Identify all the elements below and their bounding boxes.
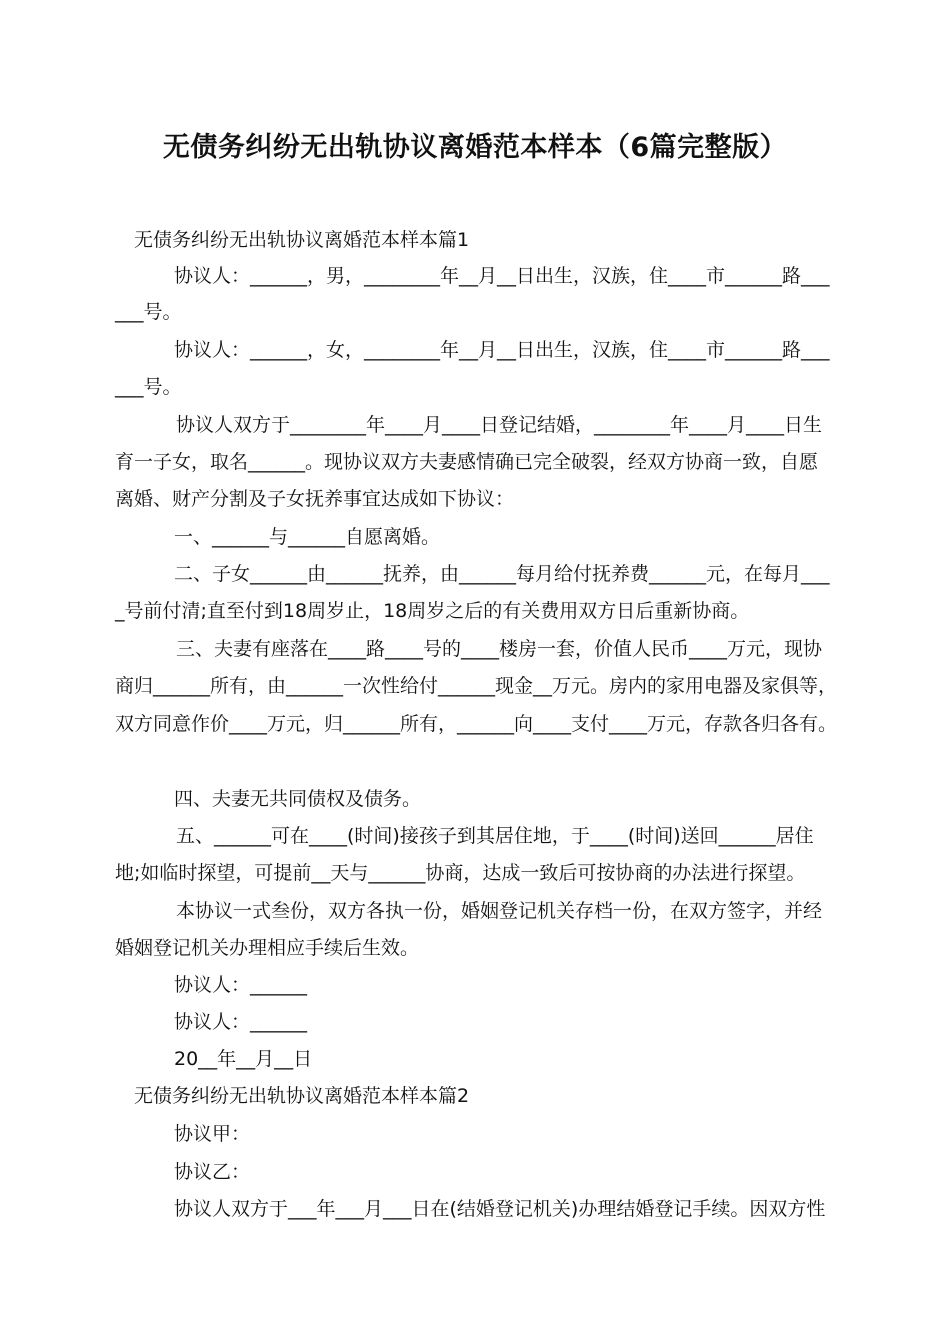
paragraph-line: 婚姻登记机关办理相应手续后生效。	[115, 937, 420, 959]
section-2-heading: 无债务纠纷无出轨协议离婚范本样本篇2	[134, 1085, 470, 1107]
paragraph-line: 协议人双方于___年___月___日在(结婚登记机关)办理结婚登记手续。因双方性	[174, 1198, 826, 1220]
paragraph-line: 地;如临时探望，可提前__天与______协商，达成一致后可按协商的办法进行探望。	[115, 862, 806, 884]
paragraph-line: 协议人：______，男，________年__月__日出生，汉族，住____市______路___	[174, 265, 830, 287]
paragraph-line: _号前付清;直至付到18周岁止，18周岁之后的有关费用双方日后重新协商。	[115, 600, 750, 622]
paragraph-line: ___号。	[115, 301, 182, 323]
date-line: 20__年__月__日	[174, 1048, 313, 1070]
paragraph-line: 商归______所有，由______一次性给付______现金__万元。房内的家用电器及家俱等，	[115, 675, 838, 697]
section-1-heading: 无债务纠纷无出轨协议离婚范本样本篇1	[134, 229, 470, 251]
paragraph-line: 五、______可在____(时间)接孩子到其居住地，于____(时间)送回______居住	[176, 825, 814, 847]
document-title: 无债务纠纷无出轨协议离婚范本样本（6篇完整版）	[162, 132, 788, 163]
paragraph-line: 协议甲：	[174, 1123, 251, 1145]
paragraph-line: 四、夫妻无共同债权及债务。	[174, 788, 422, 810]
paragraph-line: 育一子女，取名______。现协议双方夫妻感情确已完全破裂，经双方协商一致，自愿	[115, 451, 819, 473]
paragraph-line: 协议人双方于________年____月____日登记结婚，________年____月____日生	[176, 414, 823, 436]
paragraph-line: 三、夫妻有座落在____路____号的____楼房一套，价值人民币____万元，现协	[176, 638, 823, 660]
paragraph-line: ___号。	[115, 376, 182, 398]
signature-line: 协议人：______	[174, 1011, 308, 1033]
paragraph-line: 双方同意作价____万元，归______所有，______向____支付____万元，存款各归各有。	[115, 713, 838, 735]
paragraph-line: 一、______与______自愿离婚。	[174, 526, 441, 548]
signature-line: 协议人：______	[174, 974, 308, 996]
paragraph-line: 二、子女______由______抚养，由______每月给付抚养费______元，在每月___	[174, 563, 830, 585]
paragraph-line: 本协议一式叁份，双方各执一份，婚姻登记机关存档一份，在双方签字，并经	[176, 900, 823, 922]
paragraph-line: 协议乙：	[174, 1161, 251, 1183]
paragraph-line: 离婚、财产分割及子女抚养事宜达成如下协议：	[115, 488, 515, 510]
paragraph-line: 协议人：______，女，________年__月__日出生，汉族，住____市______路___	[174, 339, 830, 361]
